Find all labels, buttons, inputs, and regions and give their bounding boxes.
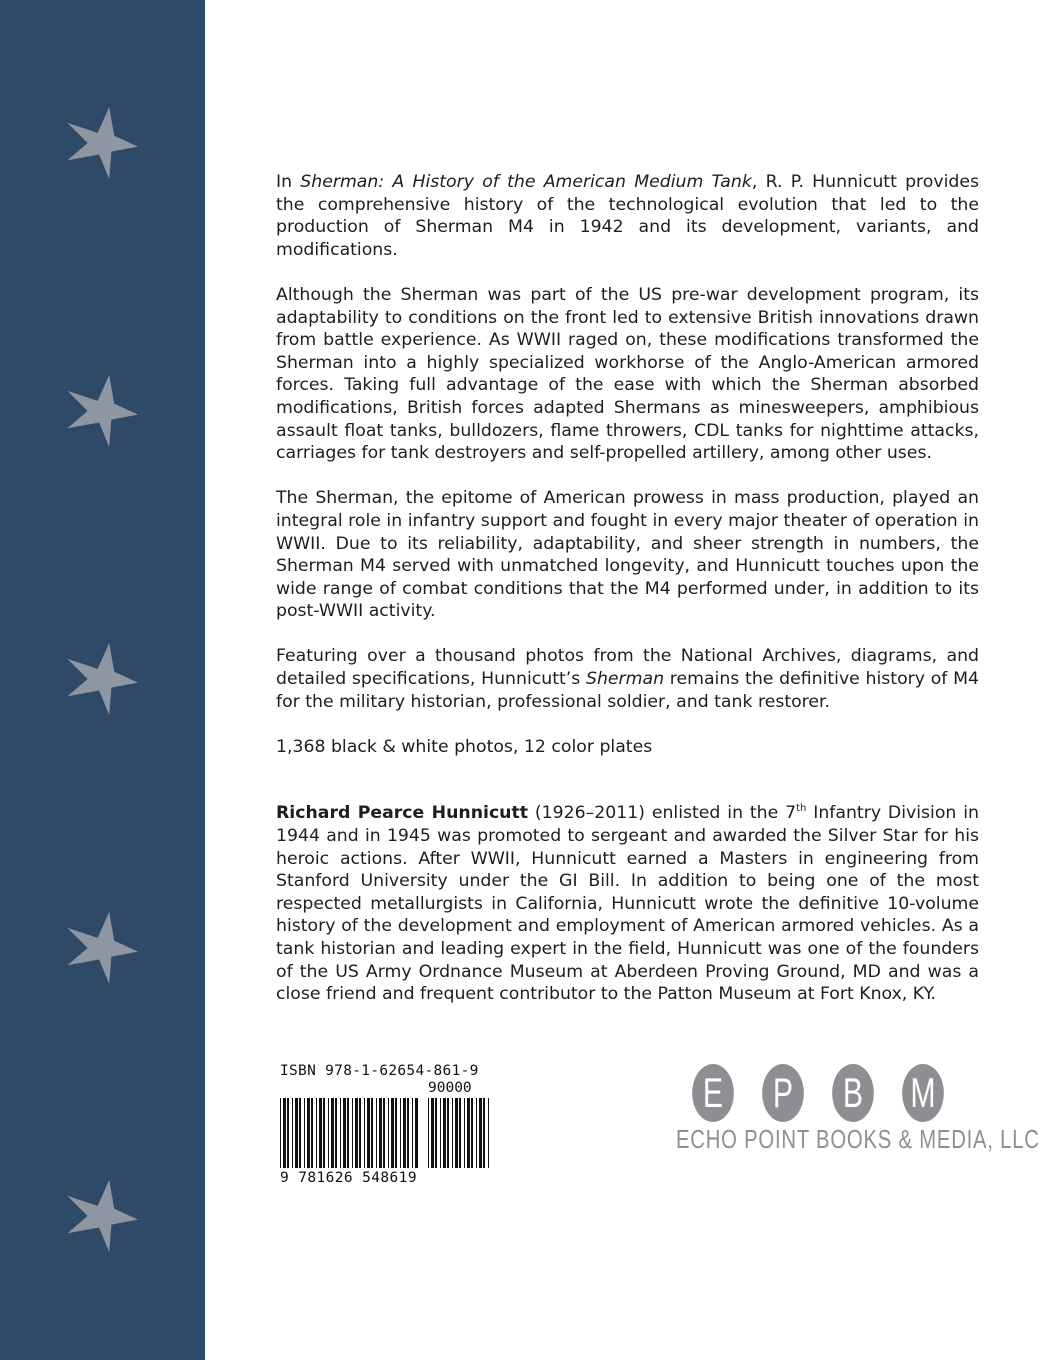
isbn-label: ISBN 978-1-62654-861-9 <box>280 1063 479 1079</box>
author-name: Richard Pearce Hunnicutt <box>276 803 529 824</box>
barcode-bar <box>347 1098 349 1168</box>
back-cover-text <box>276 171 979 1028</box>
star-icon <box>66 912 138 984</box>
barcode-bar <box>355 1098 358 1168</box>
barcode-bar <box>488 1098 489 1168</box>
barcode-bar <box>295 1098 298 1168</box>
barcode-bar <box>415 1098 418 1168</box>
barcode-bar <box>287 1098 289 1168</box>
book-title-short: Sherman <box>586 669 665 690</box>
barcode-bar <box>292 1098 293 1168</box>
barcode-bar <box>352 1098 353 1168</box>
barcode-bar <box>471 1098 473 1168</box>
price-addon-label: 90000 <box>428 1080 472 1096</box>
barcode-bar <box>364 1098 365 1168</box>
star-icon <box>66 1180 138 1252</box>
logo-letter-e: E <box>692 1064 734 1122</box>
barcode-bar <box>367 1098 370 1168</box>
barcode-bar <box>371 1098 373 1168</box>
barcode-bar <box>464 1098 465 1168</box>
barcode-bar <box>428 1098 429 1168</box>
barcode-bar <box>319 1098 322 1168</box>
description-paragraph-1: In Sherman: A History of the American Medium Tank, R. P. Hunnicutt provides the comprehensive history of the technological evolution that led to the production of Sherman M4 in 1942 and its development, variants, and modifications. <box>276 172 979 260</box>
barcode-bar <box>316 1098 317 1168</box>
barcode-bar <box>304 1098 305 1168</box>
isbn-barcode <box>278 1063 492 1189</box>
star-icon <box>66 643 138 715</box>
barcode-bars <box>278 1098 492 1170</box>
barcode-bar <box>412 1098 413 1168</box>
publisher-name: ECHO POINT BOOKS & MEDIA, LLC <box>676 1124 1040 1154</box>
barcode-bar <box>452 1098 453 1168</box>
barcode-bar <box>447 1098 449 1168</box>
barcode-bar <box>307 1098 310 1168</box>
barcode-bar <box>403 1098 406 1168</box>
barcode-bar <box>483 1098 485 1168</box>
barcode-bar <box>400 1098 401 1168</box>
barcode-bar <box>323 1098 325 1168</box>
description-paragraph-3: The Sherman, the epitome of American prowess in mass production, played an integral role in infantry support and fought in every major theater of operation in WWII. Due to its reliability, adaptability, and sheer strength in numbers, the Sherman M4 served with unmatched longevity, and Hunnicutt touches upon the wide range of combat conditions that the M4 performed under, in addition to its post-WWII activity. <box>276 488 979 622</box>
barcode-bar <box>311 1098 313 1168</box>
barcode-digits: 9 781626 548619 <box>280 1170 417 1186</box>
publisher-logo <box>676 1064 1040 1164</box>
barcode-bar <box>479 1098 482 1168</box>
barcode-bar <box>476 1098 477 1168</box>
barcode-bar <box>340 1098 341 1168</box>
barcode-bar <box>328 1098 329 1168</box>
barcode-bar <box>383 1098 385 1168</box>
star-icon <box>66 107 138 179</box>
barcode-bar <box>379 1098 382 1168</box>
author-bio: Richard Pearce Hunnicutt (1926–2011) enlisted in the 7th Infantry Division in 1944 and in 1945 was promoted to sergeant and awarded the Silver Star for his heroic actions. After WWII, Hunnicutt earned a Masters in engineering from Stanford University under the GI Bill. In addition to being one of the most respected metallurgists in California, Hunnicutt wrote the definitive 10-volume history of the development and employment of American armored vehicles. As a tank historian and leading expert in the field, Hunnicutt was one of the founders of the US Army Ordnance Museum at Aberdeen Proving Ground, MD and was a close friend and frequent contributor to the Patton Museum at Fort Knox, KY. <box>276 803 979 1005</box>
barcode-bar <box>431 1098 434 1168</box>
barcode-bar <box>331 1098 334 1168</box>
barcode-bar <box>459 1098 461 1168</box>
barcode-bar <box>391 1098 394 1168</box>
barcode-bar <box>343 1098 346 1168</box>
barcode-bar <box>335 1098 337 1168</box>
photo-credits: 1,368 black & white photos, 12 color plates <box>276 736 653 757</box>
logo-letter-m: M <box>902 1064 944 1122</box>
barcode-bar <box>359 1098 361 1168</box>
logo-letter-p: P <box>762 1064 804 1122</box>
sidebar-band <box>0 0 205 1360</box>
barcode-bar <box>407 1098 409 1168</box>
barcode-bar <box>435 1098 437 1168</box>
barcode-bar <box>299 1098 301 1168</box>
star-icon <box>66 375 138 447</box>
barcode-bar <box>467 1098 470 1168</box>
description-paragraph-4: Featuring over a thousand photos from the National Archives, diagrams, and detailed specifications, Hunnicutt’s Sherman remains the definitive history of M4 for the military historian, professional soldier, and tank restorer. <box>276 646 979 712</box>
barcode-bar <box>376 1098 377 1168</box>
barcode-bar <box>455 1098 458 1168</box>
barcode-bar <box>443 1098 446 1168</box>
description-paragraph-2: Although the Sherman was part of the US pre-war development program, its adaptability to conditions on the front led to extensive British innovations drawn from battle experience. As WWII raged on, these modifications transformed the Sherman into a highly specialized workhorse of the Anglo-American armored forces. Taking full advantage of the ease with which the Sherman absorbed modifications, British forces adapted Shermans as minesweepers, amphibious assault float tanks, bulldozers, flame throwers, CDL tanks for nighttime attacks, carriages for tank destroyers and self-propelled artillery, among other uses. <box>276 284 979 464</box>
logo-circles <box>684 1064 986 1122</box>
barcode-bar <box>280 1098 281 1168</box>
logo-letter-b: B <box>832 1064 874 1122</box>
barcode-bar <box>395 1098 397 1168</box>
book-title: Sherman: A History of the American Medium Tank <box>300 172 752 192</box>
barcode-bar <box>283 1098 286 1168</box>
barcode-bar <box>440 1098 441 1168</box>
barcode-bar <box>388 1098 389 1168</box>
